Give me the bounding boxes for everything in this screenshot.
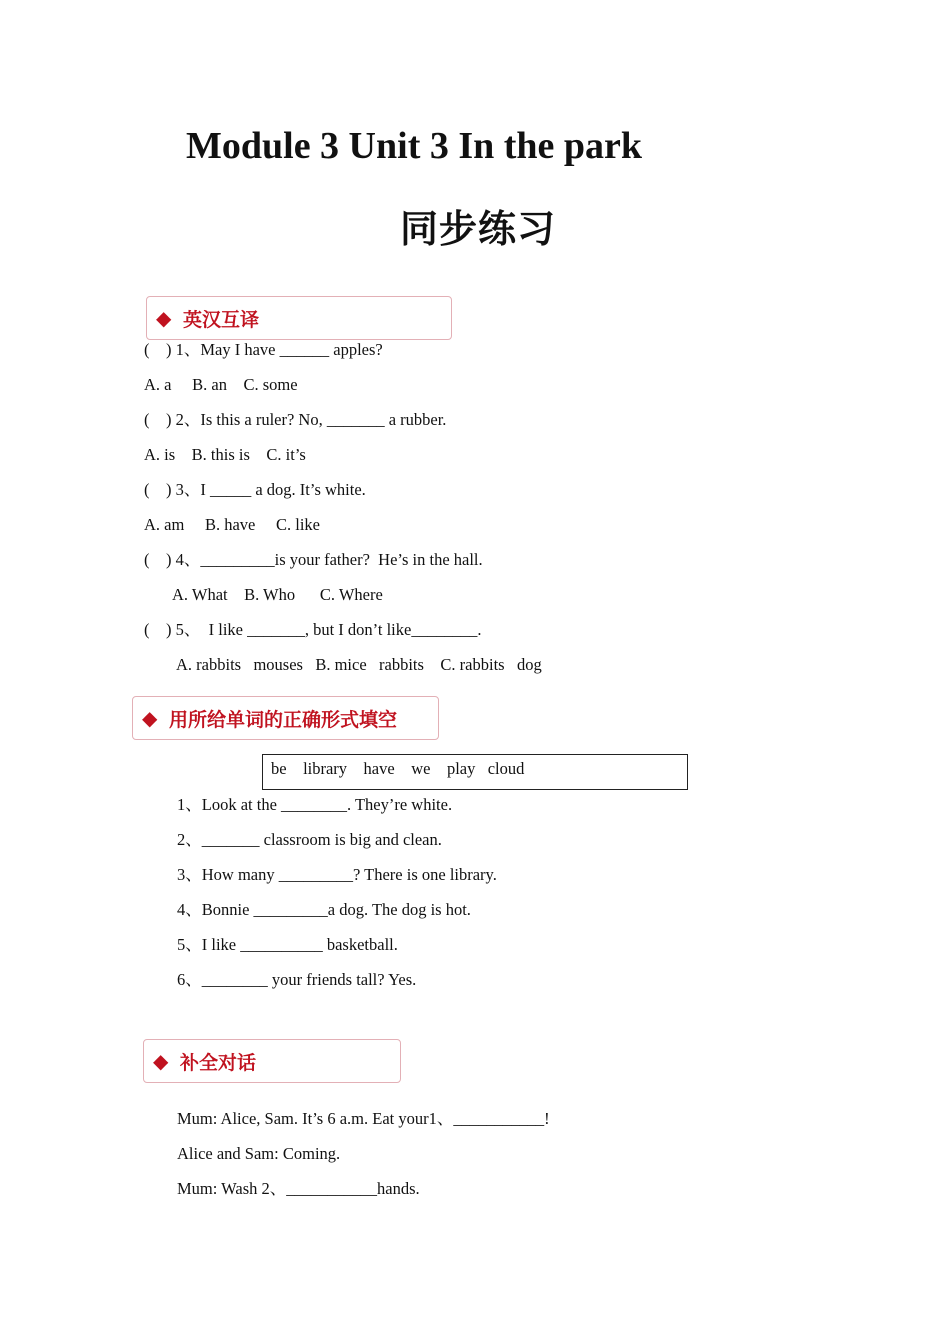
section-header-dialogue [143, 1039, 401, 1083]
dialogue-line-2: Alice and Sam: Coming. [177, 1144, 341, 1163]
section-label: 补全对话 [180, 1052, 257, 1074]
page-title: Module 3 Unit 3 In the park [186, 125, 643, 167]
section-label: 英汉互译 [183, 309, 260, 331]
question-2: ( ) 2、Is this a ruler? No, _______ a rubber. [144, 410, 447, 429]
question-4-options: A. What B. Who C. Where [172, 585, 383, 604]
fill-item-1: 1、Look at the ________. They’re white. [177, 795, 453, 814]
dialogue-line-3: Mum: Wash 2、___________hands. [177, 1179, 420, 1198]
question-3-options: A. am B. have C. like [144, 515, 320, 534]
fill-item-3: 3、How many _________? There is one library. [177, 865, 497, 884]
diamond-bullet-icon: ◆ [153, 1049, 169, 1073]
question-1: ( ) 1、May I have ______ apples? [144, 340, 383, 359]
question-2-options: A. is B. this is C. it’s [144, 445, 306, 464]
section-header-fill [132, 696, 439, 740]
question-1-options: A. a B. an C. some [144, 375, 298, 394]
section-header-translate [146, 296, 452, 340]
question-4: ( ) 4、_________is your father? He’s in the hall. [144, 550, 483, 569]
dialogue-line-1: Mum: Alice, Sam. It’s 6 a.m. Eat your1、___________! [177, 1109, 550, 1128]
fill-item-6: 6、________ your friends tall? Yes. [177, 970, 417, 989]
question-5: ( ) 5、 I like _______, but I don’t like________. [144, 620, 482, 639]
fill-item-4: 4、Bonnie _________a dog. The dog is hot. [177, 900, 471, 919]
fill-item-5: 5、I like __________ basketball. [177, 935, 398, 954]
section-label: 用所给单词的正确形式填空 [169, 709, 398, 731]
word-bank-text: be library have we play cloud [271, 759, 525, 778]
diamond-bullet-icon: ◆ [142, 706, 158, 730]
question-3: ( ) 3、I _____ a dog. It’s white. [144, 480, 366, 499]
word-bank [262, 754, 688, 790]
fill-item-2: 2、_______ classroom is big and clean. [177, 830, 442, 849]
question-5-options: A. rabbits mouses B. mice rabbits C. rabbits dog [176, 655, 542, 674]
page-subtitle: 同步练习 [400, 209, 557, 251]
diamond-bullet-icon: ◆ [156, 306, 172, 330]
